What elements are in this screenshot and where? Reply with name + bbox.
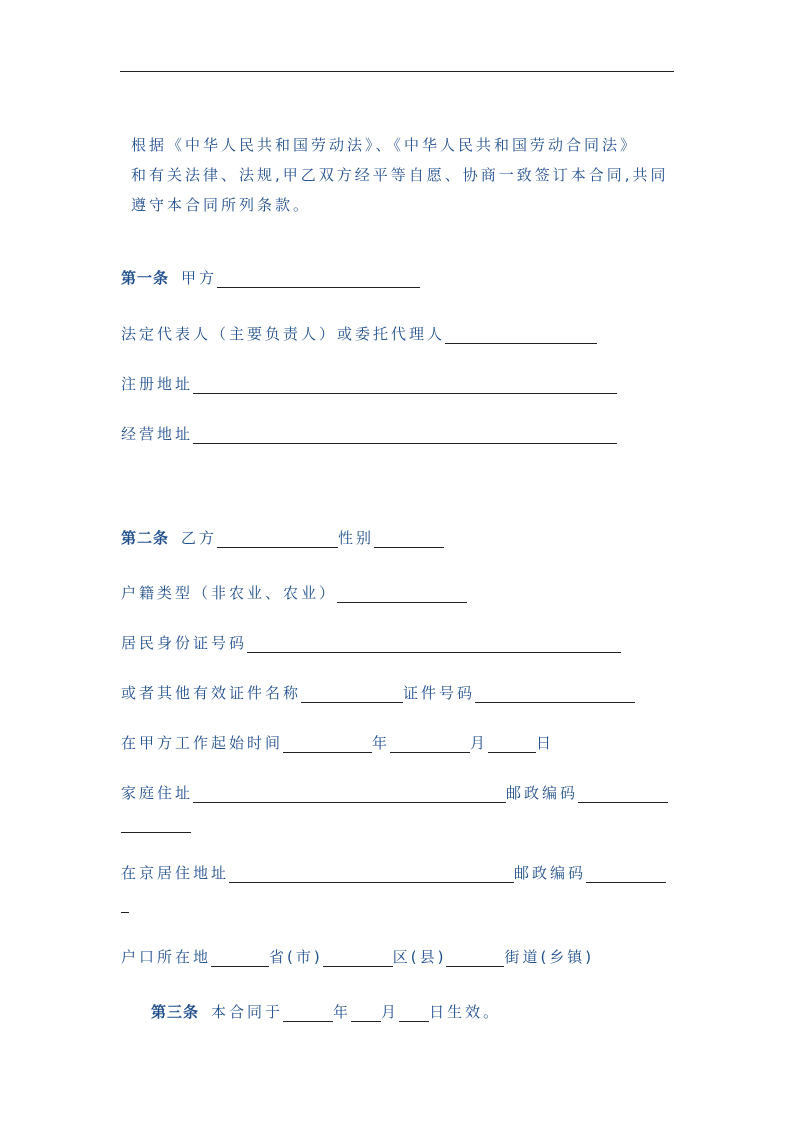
beijing-address-field[interactable] (229, 866, 514, 883)
home-postal-label: 邮政编码 (506, 784, 579, 802)
hukou-type-row (121, 583, 467, 603)
home-postal-field-cont[interactable] (121, 816, 191, 833)
reg-address-field[interactable] (193, 377, 617, 394)
hukou-location-label: 户口所在地 (121, 948, 212, 966)
article3-heading: 第三条 (151, 1003, 200, 1021)
id-number-label: 居民身份证号码 (121, 634, 248, 652)
intro-paragraph (131, 100, 671, 220)
beijing-postal-field-cont[interactable] (121, 896, 129, 913)
article1-heading: 第一条 (121, 269, 170, 287)
reg-address-row (121, 374, 617, 394)
other-id-row (121, 683, 635, 703)
street-label: 街道(乡镇) (504, 948, 595, 966)
start-month-field[interactable] (390, 736, 470, 753)
intro-line-2: 和有关法律、法规,甲乙双方经平等自愿、协商一致签订本合同,共同 (131, 166, 669, 184)
article3-text-pre: 本合同于 (211, 1003, 284, 1021)
article2-party-row (121, 528, 444, 548)
year-label: 年 (372, 734, 391, 752)
street-field[interactable] (446, 950, 504, 967)
effective-year-label: 年 (333, 1003, 352, 1021)
start-time-row (121, 733, 554, 753)
home-postal-wrap-row (121, 813, 191, 833)
legal-rep-field[interactable] (445, 327, 597, 344)
article1-party-row (121, 268, 420, 288)
hukou-type-field[interactable] (337, 586, 467, 603)
cert-number-label: 证件号码 (403, 684, 476, 702)
hukou-type-label: 户籍类型（非农业、农业） (121, 584, 338, 602)
reg-address-label: 注册地址 (121, 375, 194, 393)
province-label: 省(市) (269, 948, 323, 966)
gender-field[interactable] (374, 531, 444, 548)
month-label: 月 (470, 734, 489, 752)
start-time-label: 在甲方工作起始时间 (121, 734, 284, 752)
party-b-field[interactable] (217, 531, 338, 548)
effective-day-label: 日生效。 (429, 1003, 502, 1021)
start-year-field[interactable] (283, 736, 372, 753)
legal-rep-label: 法定代表人（主要负责人）或委托代理人 (121, 325, 446, 343)
article3-row (151, 1002, 501, 1022)
beijing-address-label: 在京居住地址 (121, 864, 230, 882)
cert-number-field[interactable] (475, 686, 635, 703)
district-label: 区(县) (392, 948, 447, 966)
beijing-postal-label: 邮政编码 (514, 864, 587, 882)
beijing-postal-wrap-row (121, 893, 129, 913)
effective-day-field[interactable] (399, 1005, 429, 1022)
effective-month-field[interactable] (351, 1005, 381, 1022)
other-id-field[interactable] (301, 686, 403, 703)
party-b-label: 乙方 (181, 529, 218, 547)
beijing-address-row (121, 863, 666, 883)
party-a-field[interactable] (217, 271, 420, 288)
intro-line-1: 根据《中华人民共和国劳动法》、《中华人民共和国劳动合同法》 (131, 136, 639, 154)
article2-heading: 第二条 (121, 529, 170, 547)
gender-label: 性别 (338, 529, 375, 547)
province-field[interactable] (211, 950, 269, 967)
party-a-label: 甲方 (181, 269, 218, 287)
id-number-field[interactable] (247, 636, 621, 653)
day-label: 日 (536, 734, 555, 752)
start-day-field[interactable] (488, 736, 536, 753)
home-address-label: 家庭住址 (121, 784, 194, 802)
hukou-location-row (121, 947, 594, 967)
intro-line-3: 遵守本合同所列条款。 (131, 196, 312, 214)
legal-rep-row (121, 324, 597, 344)
biz-address-label: 经营地址 (121, 425, 194, 443)
home-address-field[interactable] (193, 786, 506, 803)
effective-year-field[interactable] (283, 1005, 333, 1022)
header-rule (120, 71, 674, 72)
beijing-postal-field[interactable] (586, 866, 666, 883)
other-id-label: 或者其他有效证件名称 (121, 684, 302, 702)
effective-month-label: 月 (381, 1003, 400, 1021)
id-number-row (121, 633, 621, 653)
district-field[interactable] (323, 950, 393, 967)
biz-address-row (121, 424, 617, 444)
biz-address-field[interactable] (193, 427, 617, 444)
home-postal-field[interactable] (578, 786, 668, 803)
home-address-row (121, 783, 668, 803)
